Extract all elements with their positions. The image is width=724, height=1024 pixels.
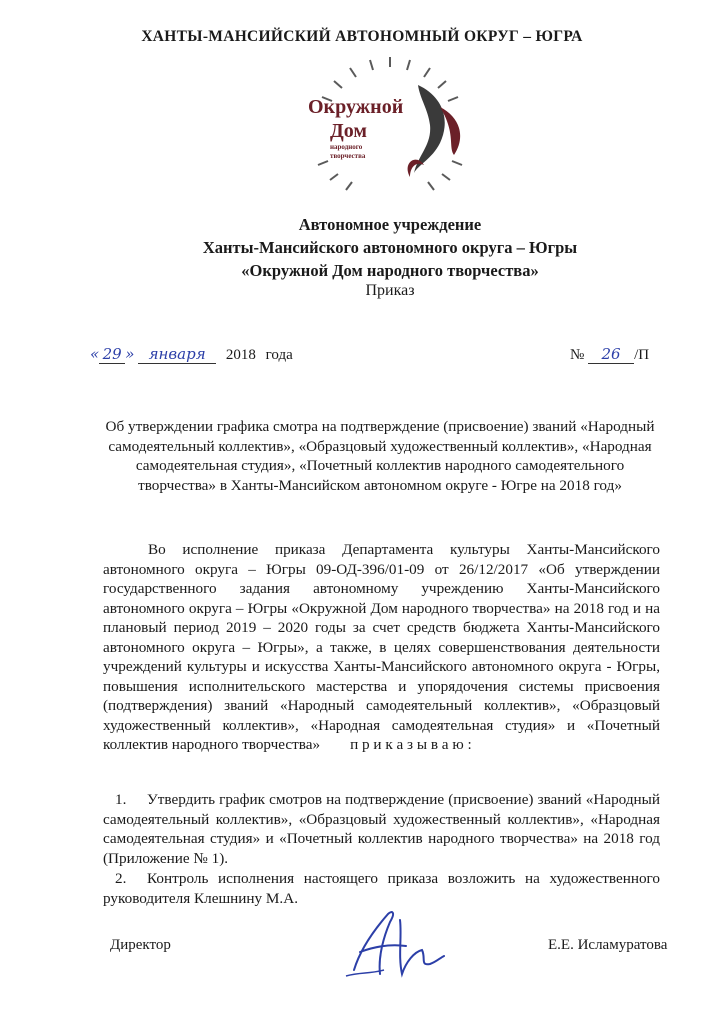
order-number bbox=[570, 345, 649, 364]
date-day: 29 bbox=[99, 345, 125, 364]
order-item bbox=[103, 790, 660, 868]
org-line-1: Автономное учреждение bbox=[298, 215, 482, 234]
order-items bbox=[103, 790, 660, 909]
order-date bbox=[90, 345, 293, 364]
date-year: 2018 bbox=[225, 347, 256, 363]
item-number: 1. bbox=[115, 791, 127, 808]
signatory-name: Е.Е. Исламуратова bbox=[548, 937, 668, 953]
logo-line-1: Окружной bbox=[308, 96, 404, 118]
item-text: Утвердить график смотров на подтверждение (присвоение) званий «Народный самодеятельный коллектив», «Образцовый художественный коллектив», «Народная самодеятельная студия» и «Почетный коллектив народного творчества» на 2018 год (Приложение № 1). bbox=[103, 791, 660, 867]
date-open-quote: « bbox=[90, 345, 100, 363]
region-title: ХАНТЫ-МАНСИЙСКИЙ АВТОНОМНЫЙ ОКРУГ – ЮГРА bbox=[141, 28, 583, 45]
preamble-text: Во исполнение приказа Департамента культуры Ханты-Мансийского автономного округа – Югры 09-ОД-396/01-09 от 26/12/2017 «Об утверждении государственного задания автономному учреждению Ханты-Мансийского автономного округа – Югры «Окружной Дом народного творчества» на 2018 год и на плановый период 2019 – 2020 годы за счет средств бюджета Ханты-Мансийского автономного округа – Югры», а также, в целях совершенствования деятельности учреждений культуры и искусства Ханты-Мансийского автономного округа - Югры, повышения исполнительского мастерства и упорядочения системы присвоения (подтверждения) званий «Народный самодеятельный коллектив», «Образцовый художественный коллектив», «Народная самодеятельная студия» и «Почетный коллектив народного творчества» bbox=[103, 541, 660, 753]
org-line-2: Ханты-Мансийского автономного округа – Югры bbox=[202, 238, 578, 257]
handwritten-signature bbox=[340, 900, 460, 985]
order-preamble bbox=[103, 540, 660, 755]
document-type: Приказ bbox=[365, 282, 415, 299]
logo-line-4: творчества bbox=[330, 152, 366, 160]
item-number: 2. bbox=[115, 870, 127, 887]
order-subject: Об утверждении графика смотра на подтверждение (присвоение) званий «Народный самодеятельный коллектив», «Образцовый художественный коллектив», «Народная самодеятельная студия», «Почетный коллектив народного самодеятельного творчества» в Ханты-Мансийском автономном округе - Югре на 2018 год» bbox=[105, 418, 655, 494]
organization-logo bbox=[290, 55, 490, 195]
org-line-3: «Окружной Дом народного творчества» bbox=[241, 261, 539, 280]
number-prefix: № bbox=[570, 347, 585, 363]
logo-line-2: Дом bbox=[330, 120, 368, 142]
number-suffix: /П bbox=[634, 347, 650, 363]
number-value: 26 bbox=[588, 345, 634, 364]
signatory-position: Директор bbox=[110, 937, 171, 953]
order-word: п р и к а з ы в а ю : bbox=[350, 736, 472, 753]
item-text: Контроль исполнения настоящего приказа возложить на художественного руководителя Клешнину М.А. bbox=[103, 870, 660, 907]
date-close-quote: » bbox=[125, 345, 135, 363]
logo-line-3: народного bbox=[330, 143, 363, 151]
date-month: января bbox=[138, 345, 216, 364]
date-year-word: года bbox=[265, 347, 293, 363]
